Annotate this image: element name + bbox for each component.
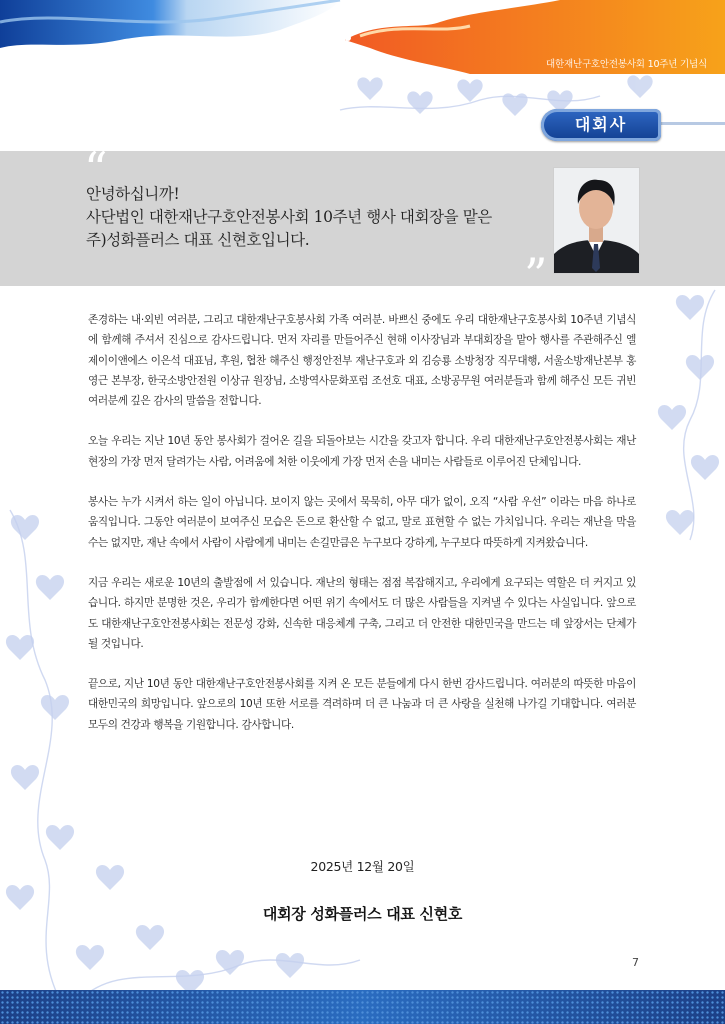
speaker-signature: 대회장 성화플러스 대표 신현호 [262, 905, 463, 923]
speech-body [88, 310, 636, 755]
section-tab: 대회사 [541, 109, 661, 141]
open-quote-icon: “ [84, 142, 108, 196]
person-portrait-icon [553, 167, 640, 274]
section-tab-rule [660, 122, 725, 125]
body-paragraph: 오늘 우리는 지난 10년 동안 봉사회가 걸어온 길을 되돌아보는 시간을 갖고자 합니다. 우리 대한재난구호안전봉사회는 재난 현장의 가장 먼저 달려가는 사람, 어려움에 처한 이웃에게 가장 먼저 손을 내미는 사람들로 이루어진 단체입니다. [88, 435, 636, 468]
header-tagline: 대한재난구호안전봉사회 10주년 기념식 [546, 59, 707, 70]
body-paragraph: 봉사는 누가 시켜서 하는 일이 아닙니다. 보이지 않는 곳에서 묵묵히, 아무 대가 없이, 오직 “사람 우선” 이라는 마음 하나로 움직입니다. 그동안 여러분이 보여주신 모습은 돈으로 환산할 수 없고, 말로 표현할 수 없는 가치입니다. 우리는 재난을 막을 수는 없지만, 재난 속에서 사람이 사람에게 내미는 손길만큼은 누구보다 강하게, 누구보다 따뜻하게 지켜왔습니다. [88, 496, 636, 549]
greeting-line: 주)성화플러스 대표 신현호입니다. [86, 231, 310, 249]
body-paragraph: 지금 우리는 새로운 10년의 출발점에 서 있습니다. 재난의 형태는 점점 복잡해지고, 우리에게 요구되는 역할은 더 커지고 있습니다. 하지만 분명한 것은, 우리가 함께한다면 어떤 위기 속에서도 더 많은 사람들을 지켜낼 수 있다는 사실입니다. 앞으로도 대한재난구호안전봉사회는 전문성 강화, 신속한 대응체계 구축, 그리고 더 안전한 대한민국을 만드는 데 앞장서는 단체가 될 것입니다. [88, 576, 636, 650]
body-paragraph: 끝으로, 지난 10년 동안 대한재난구호안전봉사회를 지켜 온 모든 분들에게 다시 한번 감사드립니다. 여러분의 따뜻한 마음이 대한민국의 희망입니다. 앞으로의 10년 또한 서로를 격려하며 더 큰 나눔과 더 큰 사랑을 실천해 나가길 기대합니다. 여러분 모두의 건강과 행복을 기원합니다. 감사합니다. [88, 678, 636, 731]
greeting-line: 안녕하십니까! [86, 185, 180, 203]
greeting-text [86, 183, 536, 252]
speech-date: 2025년 12월 20일 [310, 859, 415, 874]
page-number: 7 [632, 956, 639, 969]
close-quote-icon: ” [524, 248, 548, 302]
greeting-line: 사단법인 대한재난구호안전봉사회 10주년 행사 대회장을 맡은 [86, 208, 492, 226]
body-paragraph: 존경하는 내·외빈 여러분, 그리고 대한재난구호봉사회 가족 여러분. 바쁘신 중에도 우리 대한재난구호봉사회 10주년 기념식에 함께해 주셔서 진심으로 감사드립니다. 먼저 자리를 만들어주신 현해 이사장님과 부대회장을 맡아 행사를 주관해주신 엘제이이앤에스 이은석 대표님, 후원, 협찬 해주신 행정안전부 재난구호과 외 김승룡 소방청장 직무대행, 서울소방재난본부 홍영근 본부장, 한국소방안전원 이상규 원장님, 소방역사문화포럼 조선호 대표, 소방공무원 여러분들과 함께 해주신 모든 귀빈 여러분께 깊은 감사의 말씀을 전합니다. [88, 314, 636, 408]
footer-band [0, 990, 725, 1024]
